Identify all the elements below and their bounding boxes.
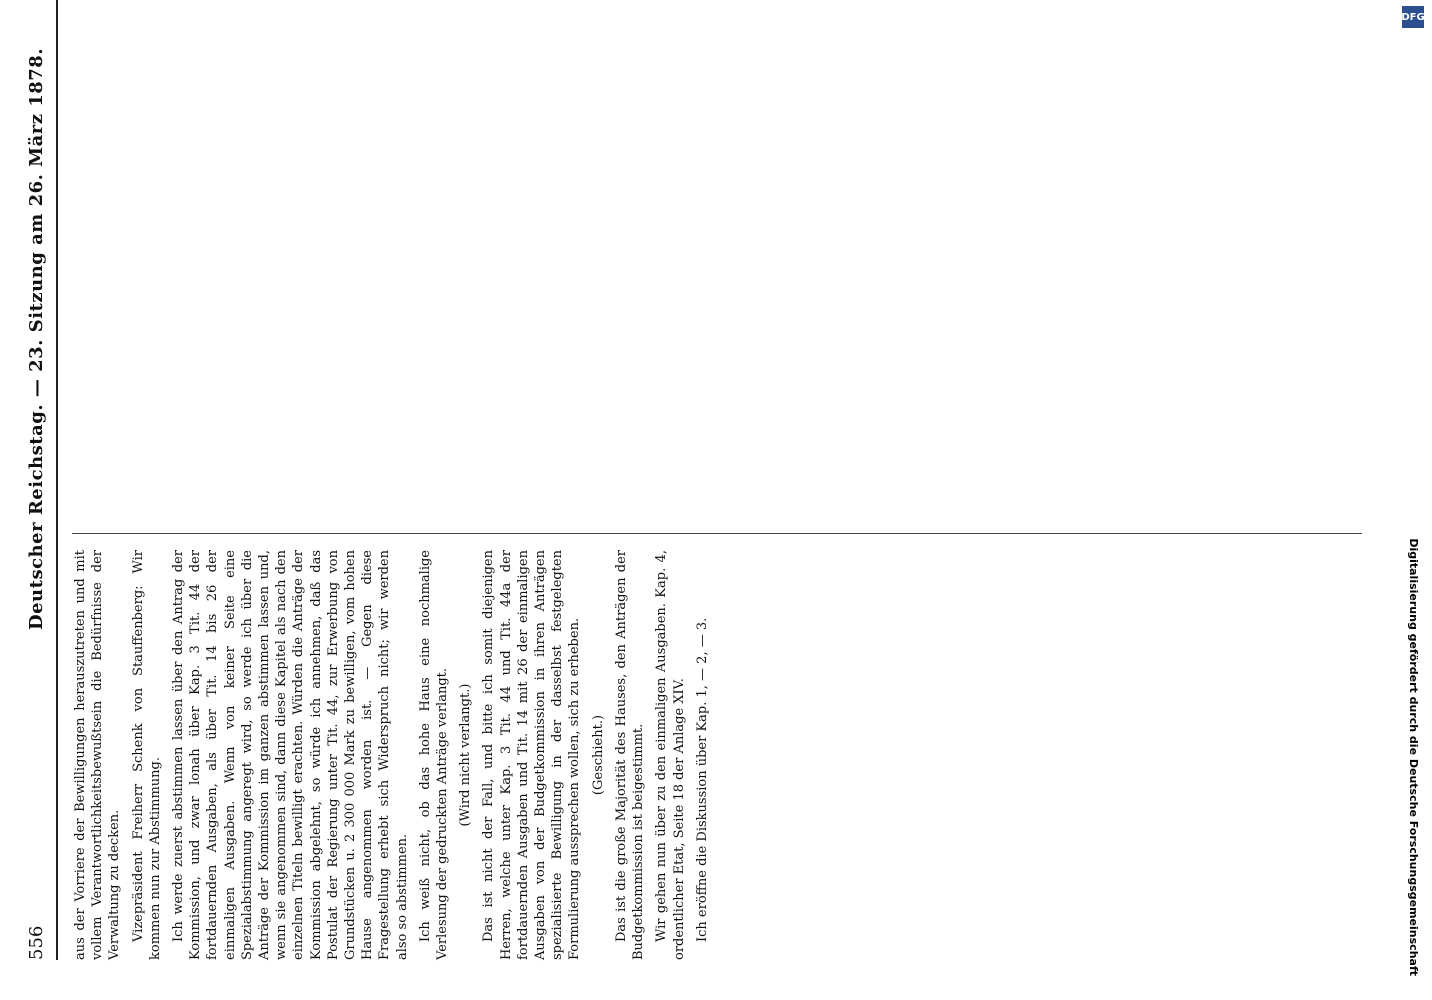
paragraph: Wir gehen nun über zu den einmaligen Ausgaben. Kap. 4, ordentlicher Etat, Seite 18 der Anlage XIV. (654, 550, 687, 960)
paragraph: aus der Vorriere der Bewilligungen herauszutreten und mit vollem Verantwortlichkeitsbewußtsein die Bedürfnisse der Verwaltung zu decken. (73, 550, 123, 960)
dfg-logo: DFG (1402, 6, 1424, 28)
digitization-credit (1400, 0, 1426, 1000)
column-rule (72, 533, 1362, 534)
paragraph: Ich weiß nicht, ob das hohe Haus eine nochmalige Verlesung der gedruckten Anträge verlangt. (417, 550, 451, 960)
paragraph: (Wird nicht verlangt.) (458, 683, 474, 827)
header-rule (56, 0, 58, 960)
paragraph: Vizepräsident Freiherr Schenk von Stauffenberg: Wir kommen nun zur Abstimmung. (130, 550, 163, 960)
page-number: 556 (26, 925, 47, 960)
digitization-credit-text: Digitalisierung gefördert durch die Deutsche Forschungsgemeinschaft (1407, 538, 1420, 976)
paragraph: Ich werde zuerst abstimmen lassen über den Antrag der Kommission, und zwar lonah über Kap. 3 Tit. 44 der fortdauernden Ausgaben, als über Tit. 14 bis 26 der einmaligen Ausgaben. Wenn von keiner Seite eine Spezialabstimmung angeregt wird, so werde ich über die Anträge der Kommission im ganzen abstimmen lassen und, wenn sie angenommen sind, dann diese Kapitel als nach den einzelnen Titeln bewilligt erachten. Würden die Anträge der Kommission abgelehnt, so würde ich annehmen, daß das Postulat der Regierung unter Tit. 44, zur Erwerbung von Grundstücken u. 2 300 000 Mark zu bewilligen, vom hohen Hause angenommen worden ist. — Gegen diese Fragestellung erhebt sich Widerspruch nicht; wir werden also so abstimmen. (171, 550, 410, 960)
text-column-1 (72, 550, 717, 960)
page-header (26, 0, 62, 960)
running-title: Deutscher Reichstag. — 23. Sitzung am 26. März 1878. (26, 47, 47, 630)
paragraph: Das ist nicht der Fall, und bitte ich somit diejenigen Herren, welche unter Kap. 3 Tit. 44 und Tit. 44a der fortdauernden Ausgaben und Tit. 14 mit 26 der einmaligen Ausgaben von der Budgetkommission in ihren Anträgen spezialisierte Bewilligung in der dasselbst festgelegten Formulierung aussprechen wollen, sich zu erheben. (481, 550, 583, 960)
paragraph: Das ist die große Majorität des Hauses, den Anträgen der Budgetkommission ist beigestimmt. (613, 550, 647, 960)
paragraph: (Geschieht.) (590, 714, 606, 796)
paragraph: Ich eröffne die Diskussion über Kap. 1, — 2, — 3. (694, 617, 710, 942)
